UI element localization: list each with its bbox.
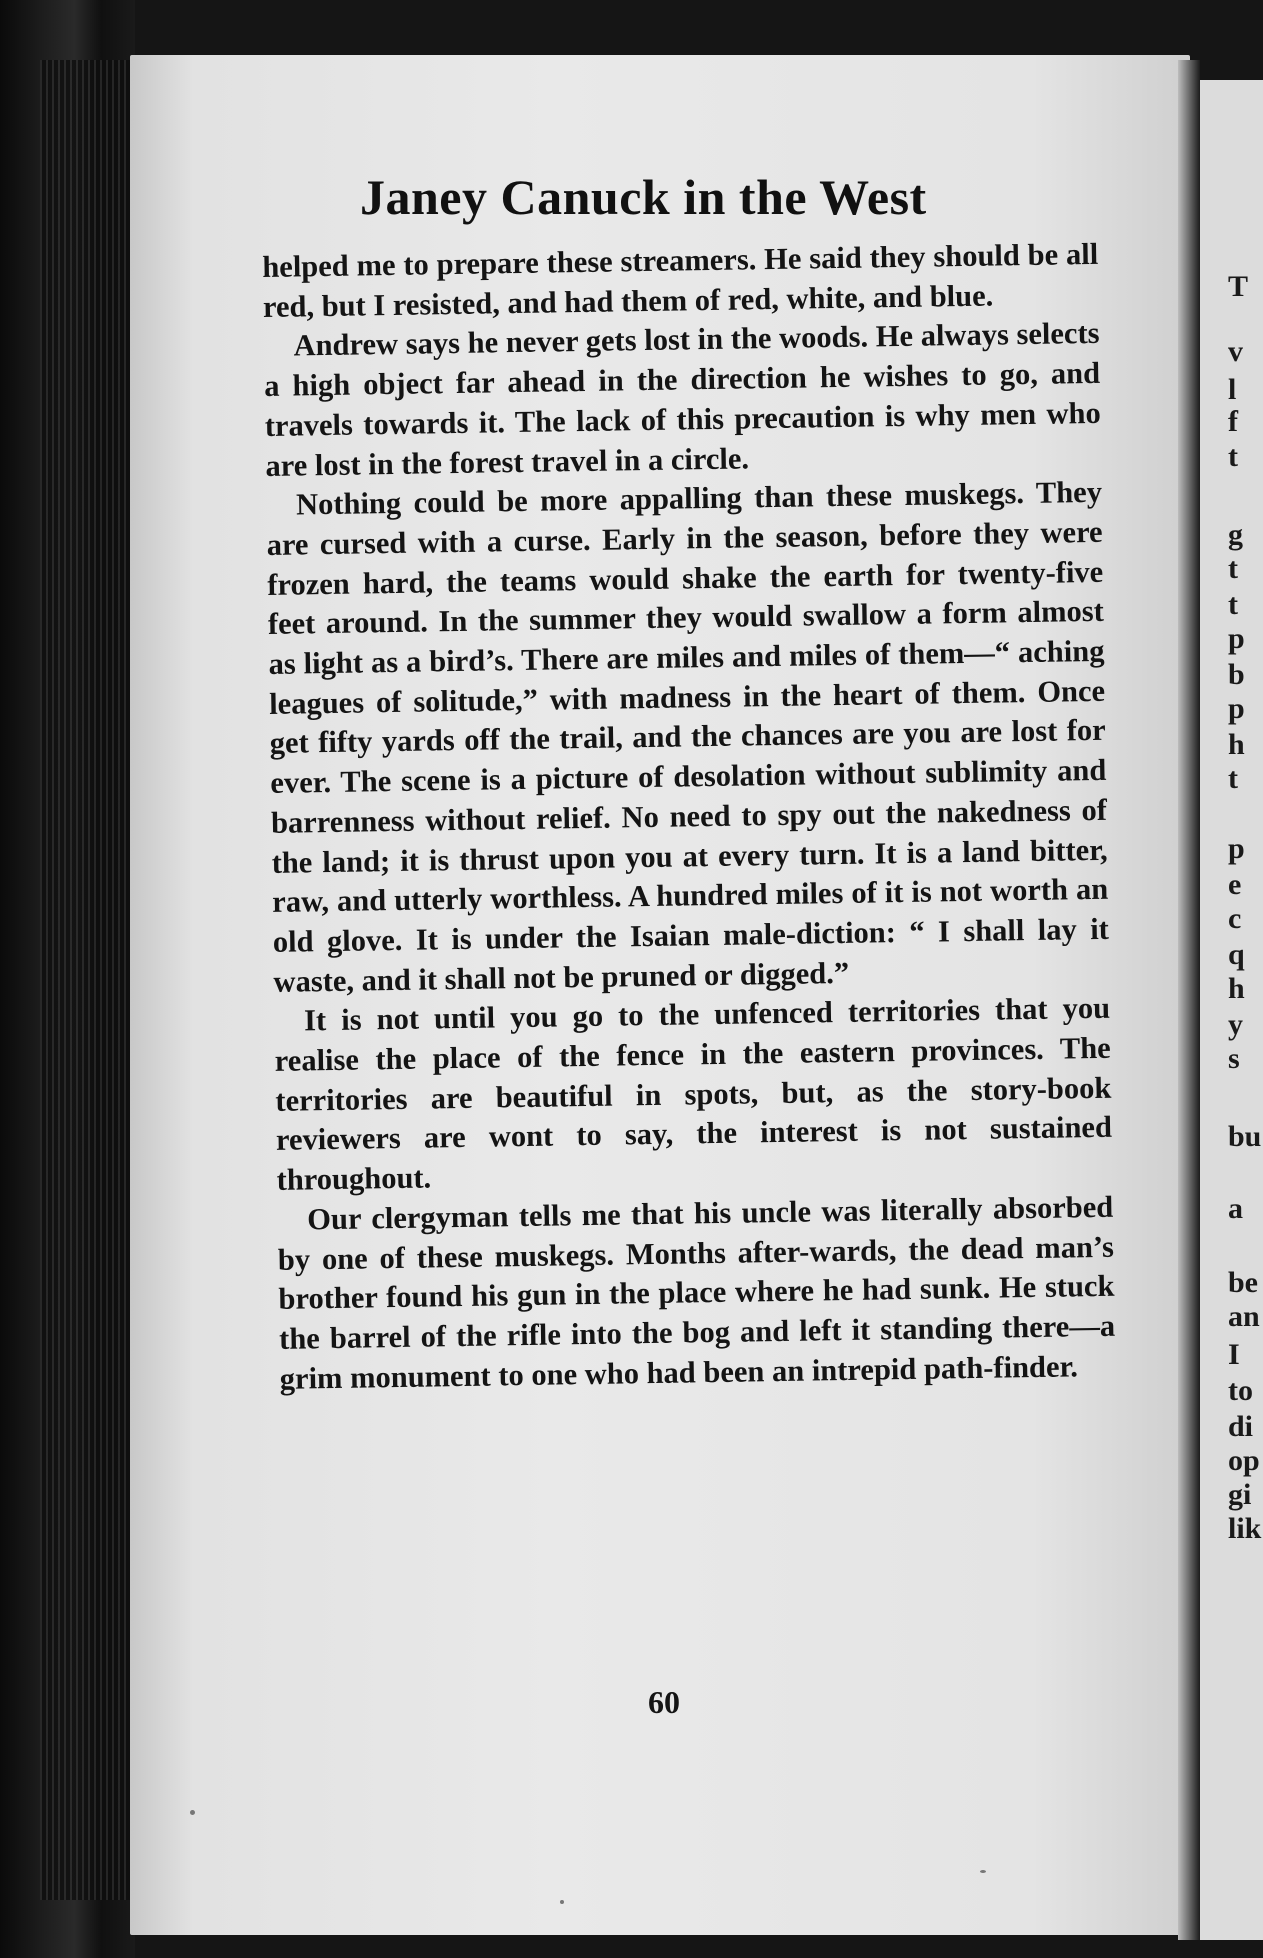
facing-page-fragment: c (1228, 902, 1242, 935)
facing-page-fragment: di (1228, 1410, 1254, 1443)
facing-page-fragment: t (1228, 588, 1238, 621)
facing-page-fragment: h (1228, 728, 1245, 761)
facing-page-fragment: p (1228, 622, 1245, 655)
facing-page-fragment: p (1228, 692, 1245, 725)
facing-page-fragment: op (1228, 1444, 1260, 1477)
facing-page-fragment: be (1228, 1266, 1258, 1299)
paragraph: helped me to prepare these streamers. He said they should be all red, but I resisted, and had them of red, white, and blue. (262, 236, 1099, 324)
facing-page-fragment: gi (1228, 1478, 1252, 1511)
facing-page-fragment: g (1228, 518, 1243, 551)
facing-page-fragment: a (1228, 1192, 1243, 1225)
facing-page-fragment: T (1228, 270, 1249, 303)
facing-page-fragment: I (1228, 1338, 1240, 1371)
facing-page-fragment: e (1228, 868, 1242, 901)
facing-page-fragment: to (1228, 1374, 1253, 1407)
scan-speck (190, 1810, 195, 1815)
facing-page-fragment: q (1228, 938, 1245, 971)
facing-page-fragment: s (1228, 1042, 1240, 1075)
paragraph: Andrew says he never gets lost in the woods. He always selects a high object far ahead in the direction he wishes to go, and travels towards it. The lack of this precaution is why men who are lost in the forest travel in a circle. (263, 316, 1101, 483)
page-edges (40, 60, 130, 1900)
facing-page-fragment: l (1228, 373, 1237, 406)
facing-page-fragment: t (1228, 552, 1238, 585)
facing-page-fragment: bu (1228, 1120, 1262, 1153)
paragraph: It is not until you go to the unfenced territories that you realise the place of the fence in the eastern provinces. The territories are beautiful in spots, but, as the story-book reviewers are wont to say, the interest is not sustained throughout. (274, 991, 1113, 1198)
facing-page-fragment: p (1228, 832, 1245, 865)
facing-page-fragment: lik (1228, 1512, 1262, 1545)
paragraph: Nothing could be more appalling than these muskegs. They are cursed with a curse. Early in the season, before they were frozen hard, the teams would shake the earth for twenty-five feet around. In the summer they would swallow a form almost as light as a bird’s. There are miles and miles of them—“ aching leagues of solitude,” with madness in the heart of them. Once get fifty yards off the trail, and the chances are you are lost for ever. The scene is a picture of desolation without sublimity and barrenness without relief. No need to spy out the nakedness of the land; it is thrust upon you at every turn. It is a land bitter, raw, and utterly worthless. A hundred miles of it is not worth an old glove. It is under the Isaian male-diction: “ I shall lay it waste, and it shall not be pruned or digged.” (266, 475, 1110, 999)
scan-speck (980, 1870, 986, 1873)
page-number: 60 (648, 1684, 680, 1720)
page-body-text (262, 235, 1116, 1399)
facing-page-fragment: y (1228, 1008, 1243, 1041)
scan-speck (560, 1900, 564, 1904)
facing-page-fragment: v (1228, 335, 1243, 368)
facing-page-fragment: t (1228, 440, 1238, 473)
paragraph: Our clergyman tells me that his uncle was literally absorbed by one of these muskegs. Months after-wards, the dead man’s brother found his gun in the place where he had sunk. He stuck the barrel of the rifle into the bog and left it standing there—a grim monument to one who had been an intrepid path-finder. (277, 1189, 1116, 1396)
facing-page-fragment: an (1228, 1300, 1260, 1333)
facing-page-fragment: f (1228, 405, 1238, 438)
facing-page-fragment: b (1228, 658, 1245, 691)
facing-page-fragment: t (1228, 762, 1238, 795)
facing-page-edge (1200, 80, 1263, 1940)
facing-page-fragment: h (1228, 972, 1245, 1005)
running-head: Janey Canuck in the West (360, 169, 927, 225)
gutter-shadow (1178, 60, 1200, 1940)
